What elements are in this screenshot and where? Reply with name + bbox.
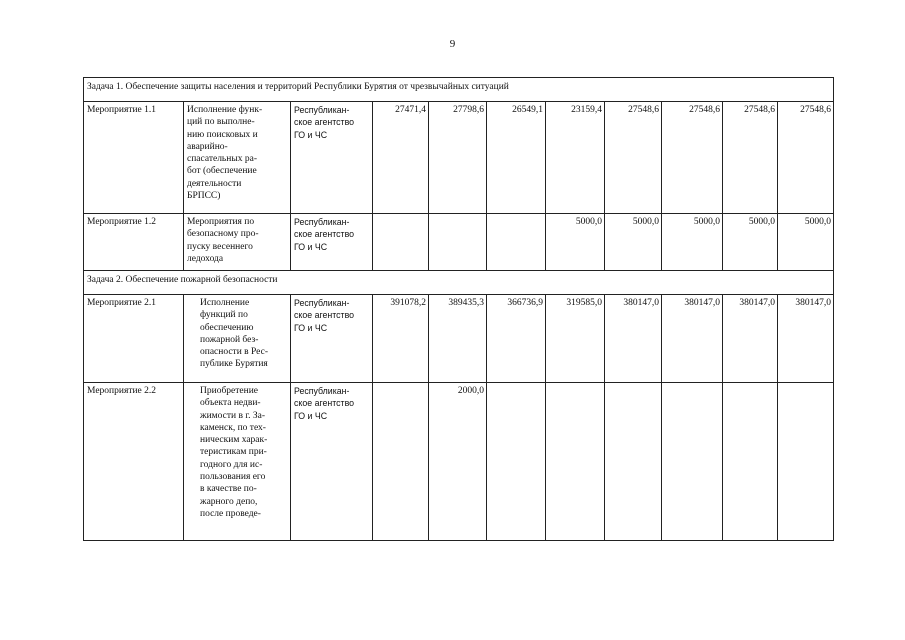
funding-value: 26549,1 <box>487 102 546 214</box>
funding-value: 380147,0 <box>723 295 778 383</box>
funding-value: 27548,6 <box>662 102 723 214</box>
funding-value <box>546 383 605 541</box>
task-title: Задача 2. Обеспечение пожарной безопасности <box>84 271 834 295</box>
measure-label: Мероприятие 1.2 <box>84 214 184 271</box>
measure-row <box>84 383 834 541</box>
funding-value: 27471,4 <box>373 102 429 214</box>
funding-value <box>778 383 834 541</box>
measure-executor: Республикан- ское агентство ГО и ЧС <box>291 214 373 271</box>
program-table <box>83 77 834 541</box>
funding-value: 366736,9 <box>487 295 546 383</box>
funding-value <box>373 383 429 541</box>
funding-value: 391078,2 <box>373 295 429 383</box>
funding-value <box>605 383 662 541</box>
measure-label: Мероприятие 1.1 <box>84 102 184 214</box>
funding-value: 5000,0 <box>723 214 778 271</box>
measure-row <box>84 102 834 214</box>
measure-name: Приобретение объекта недви- жимости в г. За- каменск, по тех- ническим харак- теристикам при- годного для ис- пользования его в качестве по- жарного депо, после проведе- <box>184 383 291 541</box>
funding-value: 380147,0 <box>778 295 834 383</box>
funding-value <box>373 214 429 271</box>
funding-value: 319585,0 <box>546 295 605 383</box>
funding-value: 27548,6 <box>605 102 662 214</box>
funding-value <box>723 383 778 541</box>
funding-value: 27548,6 <box>723 102 778 214</box>
measure-label: Мероприятие 2.1 <box>84 295 184 383</box>
funding-value <box>487 214 546 271</box>
funding-value: 23159,4 <box>546 102 605 214</box>
measure-name: Исполнение функций по обеспечению пожарной без- опасности в Рес- публике Бурятия <box>184 295 291 383</box>
task-row <box>84 78 834 102</box>
funding-value: 2000,0 <box>429 383 487 541</box>
task-title: Задача 1. Обеспечение защиты населения и территорий Республики Бурятия от чрезвычайных ситуаций <box>84 78 834 102</box>
measure-executor: Республикан- ское агентство ГО и ЧС <box>291 295 373 383</box>
funding-value: 380147,0 <box>605 295 662 383</box>
funding-value: 389435,3 <box>429 295 487 383</box>
measure-name: Исполнение функ- ций по выполне- нию поисковых и аварийно- спасательных ра- бот (обеспечение деятельности БРПСС) <box>184 102 291 214</box>
task-row <box>84 271 834 295</box>
funding-value: 27798,6 <box>429 102 487 214</box>
measure-label: Мероприятие 2.2 <box>84 383 184 541</box>
funding-value: 5000,0 <box>605 214 662 271</box>
funding-value <box>662 383 723 541</box>
funding-value: 5000,0 <box>662 214 723 271</box>
funding-value: 27548,6 <box>778 102 834 214</box>
funding-value: 5000,0 <box>546 214 605 271</box>
measure-row <box>84 295 834 383</box>
funding-value: 5000,0 <box>778 214 834 271</box>
funding-value <box>429 214 487 271</box>
measure-row <box>84 214 834 271</box>
funding-value <box>487 383 546 541</box>
measure-executor: Республикан- ское агентство ГО и ЧС <box>291 102 373 214</box>
page-number: 9 <box>449 38 456 50</box>
funding-value: 380147,0 <box>662 295 723 383</box>
measure-executor: Республикан- ское агентство ГО и ЧС <box>291 383 373 541</box>
measure-name: Мероприятия по безопасному про- пуску весеннего ледохода <box>184 214 291 271</box>
